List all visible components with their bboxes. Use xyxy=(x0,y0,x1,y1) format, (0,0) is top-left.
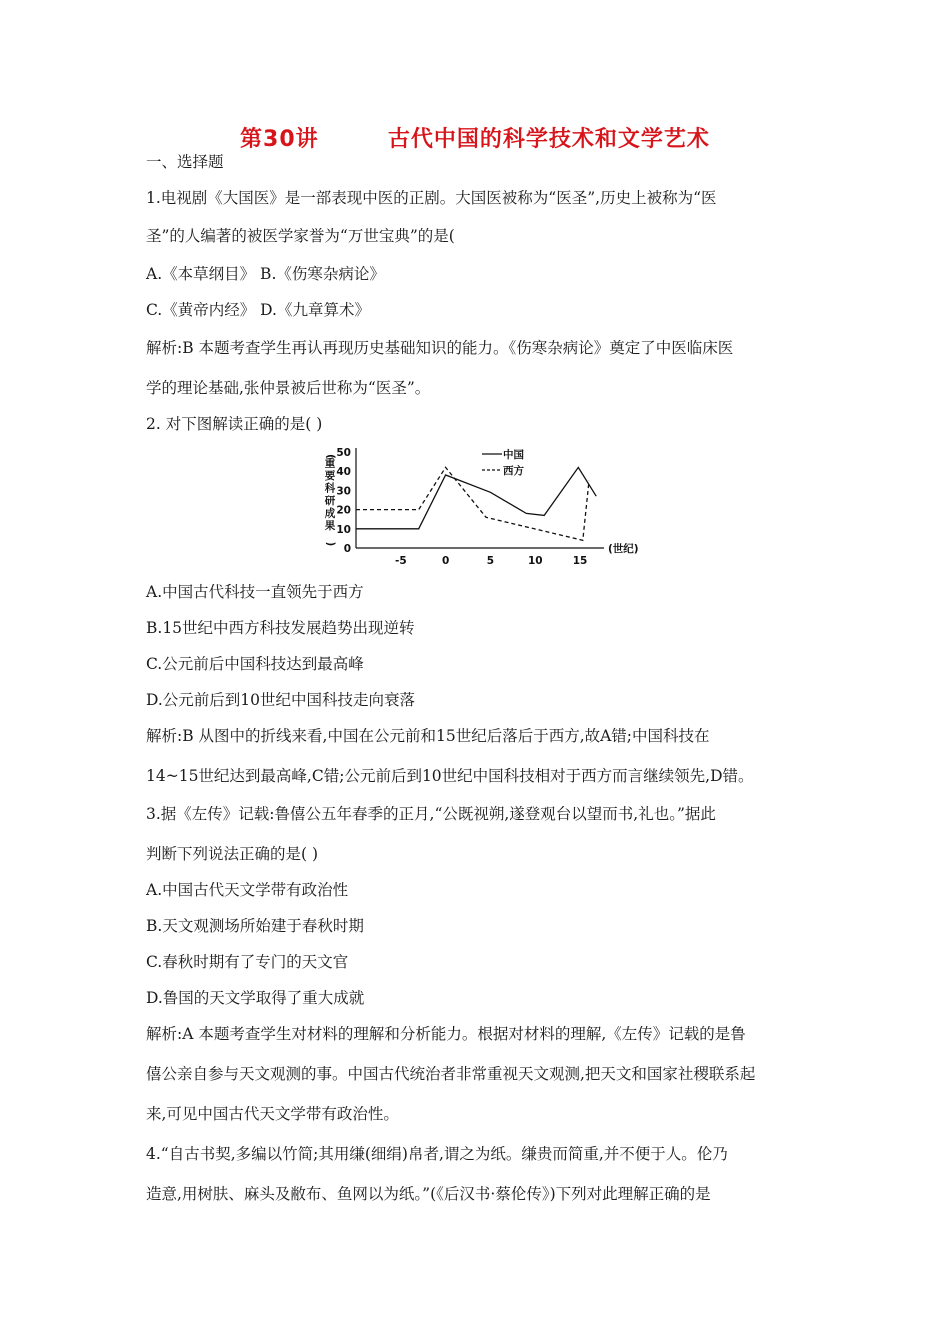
question-1-line-1: 1.电视剧《大国医》是一部表现中医的正剧。大国医被称为“医圣”,历史上被称为“医 xyxy=(146,189,717,207)
question-2-option-a: A.中国古代科技一直领先于西方 xyxy=(146,583,364,601)
y-tick-label: 30 xyxy=(336,485,351,498)
question-2-option-d: D.公元前后到10世纪中国科技走向衰落 xyxy=(146,691,416,709)
question-3-option-d: D.鲁国的天文学取得了重大成就 xyxy=(146,989,365,1007)
answer-3-line-3: 来,可见中国古代天文学带有政治性。 xyxy=(146,1105,399,1123)
question-1-options-cd: C.《黄帝内经》 D.《九章算术》 xyxy=(146,301,370,319)
chart-lines xyxy=(356,467,596,540)
question-3-option-c: C.春秋时期有了专门的天文官 xyxy=(146,953,349,971)
answer-1-line-2: 学的理论基础,张仲景被后世称为“医圣”。 xyxy=(146,379,431,397)
question-3-option-a: A.中国古代天文学带有政治性 xyxy=(146,881,349,899)
chart-legend xyxy=(482,448,524,477)
question-4-line-1: 4.“自古书契,多编以竹简;其用缣(细绢)帛者,谓之为纸。缣贵而简重,并不便于人。伦乃 xyxy=(146,1145,728,1163)
question-1-line-2: 圣”的人编著的被医学家誉为“万世宝典”的是( xyxy=(146,227,455,245)
legend-label: 西方 xyxy=(503,465,524,477)
question-3-line-1: 3.据《左传》记载:鲁僖公五年春季的正月,“公既视朔,遂登观台以望而书,礼也。”据此 xyxy=(146,805,716,823)
x-axis-label: (世纪) xyxy=(608,543,639,555)
x-tick-label: 5 xyxy=(486,555,495,565)
x-tick-label: 15 xyxy=(572,555,588,565)
question-2-option-c: C.公元前后中国科技达到最高峰 xyxy=(146,655,364,673)
x-tick-label: 10 xyxy=(527,555,543,565)
answer-2-line-1: 解析:B 从图中的折线来看,中国在公元前和15世纪后落后于西方,故A错;中国科技在 xyxy=(146,727,710,745)
answer-2-line-2: 14~15世纪达到最高峰,C错;公元前后到10世纪中国科技相对于西方而言继续领先,D错。 xyxy=(146,767,754,785)
section-heading: 一、选择题 xyxy=(146,153,224,171)
question-2-option-b: B.15世纪中西方科技发展趋势出现逆转 xyxy=(146,619,415,637)
question-4-line-2: 造意,用树肤、麻头及敝布、鱼网以为纸。”(《后汉书·蔡伦传》)下列对此理解正确的是 xyxy=(146,1185,711,1203)
question-3-line-2: 判断下列说法正确的是( ) xyxy=(146,845,319,863)
legend-label: 中国 xyxy=(503,449,524,461)
answer-3-line-2: 僖公亲自参与天文观测的事。中国古代统治者非常重视天文观测,把天文和国家社稷联系起 xyxy=(146,1065,756,1083)
y-tick-label: 40 xyxy=(336,466,351,479)
chart-ticks xyxy=(336,447,587,565)
answer-3-line-1: 解析:A 本题考查学生对材料的理解和分析能力。根据对材料的理解,《左传》记载的是鲁 xyxy=(146,1025,746,1043)
page-title: 第30讲 古代中国的科学技术和文学艺术 xyxy=(240,127,710,152)
chart-axes xyxy=(324,448,639,555)
y-axis-label: (重要科研成果) xyxy=(324,454,337,547)
answer-1-line-1: 解析:B 本题考查学生再认再现历史基础知识的能力。《伤寒杂病论》奠定了中医临床医 xyxy=(146,339,734,357)
x-tick-label: 0 xyxy=(441,555,450,565)
question-2-stem: 2. 对下图解读正确的是( ) xyxy=(146,415,323,433)
series-line-china xyxy=(356,467,596,528)
y-tick-label: 0 xyxy=(343,543,351,555)
x-tick-label: -5 xyxy=(394,555,407,565)
y-tick-label: 50 xyxy=(336,447,351,459)
y-tick-label: 20 xyxy=(336,504,351,517)
y-tick-label: 10 xyxy=(336,523,351,536)
question-3-option-b: B.天文观测场所始建于春秋时期 xyxy=(146,917,364,935)
science-chart xyxy=(300,440,640,565)
question-1-options-ab: A.《本草纲目》 B.《伤寒杂病论》 xyxy=(146,265,385,283)
